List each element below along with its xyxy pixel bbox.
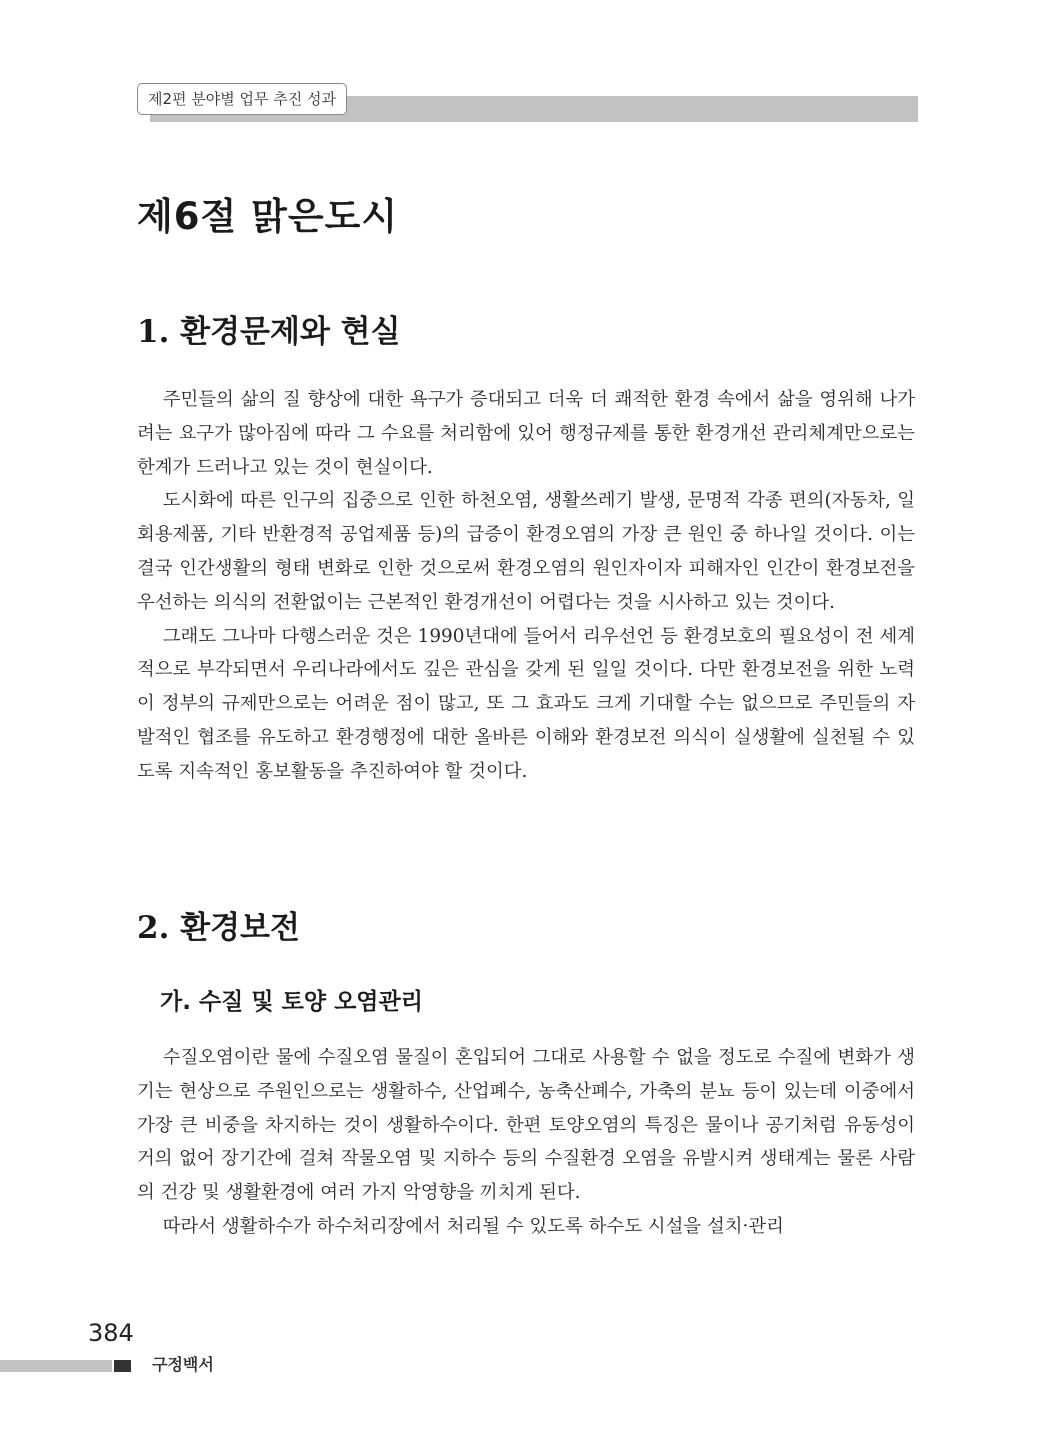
page-number: 384 xyxy=(88,1319,134,1347)
paragraph: 주민들의 삶의 질 향상에 대한 욕구가 증대되고 더욱 더 쾌적한 환경 속에서 삶을 영위해 나가려는 요구가 많아짐에 따라 그 수요를 처리함에 있어 행정규제를 통한 환경개선 관리체계만으로는 한계가 드러나고 있는 것이 현실이다. xyxy=(137,389,915,478)
paragraph: 도시화에 따른 인구의 집중으로 인한 하천오염, 생활쓰레기 발생, 문명적 각종 편의(자동차, 일회용제품, 기타 반환경적 공업제품 등)의 급증이 환경오염의 가장 큰 원인 중 하나일 것이다. 이는 결국 인간생활의 형태 변화로 인한 것으로써 환경오염의 원인자이자 피해자인 인간이 환경보전을 우선하는 의식의 전환없이는 근본적인 환경개선이 어렵다는 것을 시사하고 있는 것이다. xyxy=(137,490,915,613)
section-title-2: 2. 환경보전 xyxy=(137,910,300,946)
section-title-1: 1. 환경문제와 현실 xyxy=(137,314,401,350)
paragraph: 그래도 그나마 다행스러운 것은 1990년대에 들어서 리우선언 등 환경보호의 필요성이 전 세계적으로 부각되면서 우리나라에서도 깊은 관심을 갖게 된 일일 것이다. 다만 환경보전을 위한 노력이 정부의 규제만으로는 어려운 점이 많고, 또 그 효과도 크게 기대할 수는 없으므로 주민들의 자발적인 협조를 유도하고 환경행정에 대한 올바른 이해와 환경보전 의식이 실생활에 실천될 수 있도록 지속적인 홍보활동을 추진하여야 할 것이다. xyxy=(137,625,915,782)
paragraph: 수질오염이란 물에 수질오염 물질이 혼입되어 그대로 사용할 수 없을 정도로 수질에 변화가 생기는 현상으로 주원인으로는 생활하수, 산업폐수, 농축산폐수, 가축의 분뇨 등이 있는데 이중에서 가장 큰 비중을 차지하는 것이 생활하수이다. 한편 토양오염의 특징은 물이나 공기처럼 유동성이 거의 없어 장기간에 걸쳐 작물오염 및 지하수 등의 수질환경 오염을 유발시켜 생태계는 물론 사람의 건강 및 생활환경에 여러 가지 악영향을 끼치게 된다. xyxy=(137,1047,916,1204)
chapter-title: 제6절 맑은도시 xyxy=(137,195,399,238)
paragraph: 따라서 생활하수가 하수처리장에서 처리될 수 있도록 하수도 시설을 설치·관리 xyxy=(162,1215,784,1237)
book-title: 구정백서 xyxy=(152,1355,214,1374)
running-header: 제2편 분야별 업무 추진 성과 xyxy=(137,83,347,115)
subsection-title: 가. 수질 및 토양 오염관리 xyxy=(160,989,423,1015)
subsection-body xyxy=(137,1041,915,1244)
footer-marker xyxy=(114,1360,131,1372)
section-1-body xyxy=(137,383,915,789)
footer-bar xyxy=(0,1360,112,1372)
